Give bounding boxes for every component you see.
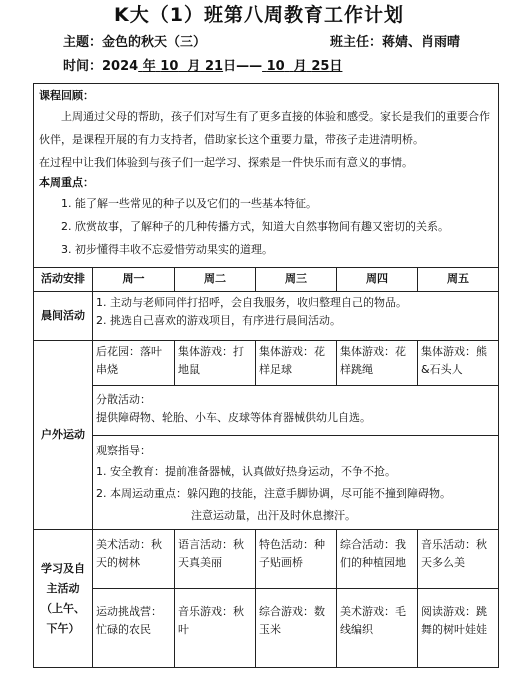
review-heading: 课程回顾： <box>39 89 94 102</box>
focus-heading: 本周重点： <box>39 176 94 189</box>
header-monday: 周一 <box>93 268 175 292</box>
study-label-line-3: （上午、 <box>41 601 85 615</box>
outdoor-observe-row <box>34 436 499 530</box>
outdoor-label: 户外运动 <box>34 341 93 530</box>
teachers-label: 班主任： <box>330 35 383 50</box>
focus-item-2: 2. 欣赏故事，了解种子的几种传播方式，知道大自然事物间有趣又密切的关系。 <box>61 220 449 233</box>
study-label <box>34 530 93 668</box>
header-activity: 活动安排 <box>34 268 93 292</box>
time-end-day-unit: 日 <box>329 59 343 74</box>
teachers-line <box>330 34 460 52</box>
time-end-month: 10 <box>266 59 285 74</box>
time-month-unit: 月 <box>187 59 201 74</box>
time-line <box>63 58 342 76</box>
outdoor-wednesday: 集体游戏：花样足球 <box>256 341 337 386</box>
outdoor-monday: 后花园：落叶串烧 <box>93 341 175 386</box>
schedule-header-row <box>34 268 499 292</box>
study-label-line-1: 学习及自 <box>41 561 85 575</box>
theme-line <box>63 34 206 52</box>
study-label-line-4: 下午） <box>46 621 80 635</box>
study-tuesday-1: 语言活动：秋天真美丽 <box>175 530 256 589</box>
header-thursday: 周四 <box>337 268 418 292</box>
header-friday: 周五 <box>418 268 499 292</box>
time-range-sep: 日—— <box>223 59 263 74</box>
study-thursday-2: 美术游戏：毛线编织 <box>337 589 418 668</box>
time-year: 2024 <box>102 59 139 74</box>
review-paragraph: 上周通过父母的帮助，孩子们对写生有了更多直接的体验和感受。家长是我们的重要合作伙伴，是课程开展的有力支持者，借助家长这个重要力量，带孩子走进清明桥。 <box>39 110 490 146</box>
focus-item-3: 3. 初步懂得丰收不忘爱惜劳动果实的道理。 <box>61 243 273 256</box>
observe-line-3: 注意运动量，出汗及时休息擦汗。 <box>191 509 356 522</box>
intro-row <box>34 84 499 268</box>
scattered-title: 分散活动： <box>96 393 151 406</box>
review-paragraph-2: 在过程中让我们体验到与孩子们一起学习、探索是一件快乐而有意义的事情。 <box>39 156 413 169</box>
observe-title: 观察指导： <box>96 444 151 457</box>
time-end-month-unit: 月 <box>293 59 307 74</box>
study-row-1 <box>34 530 499 589</box>
time-start-day: 21 <box>204 59 224 74</box>
time-label: 时间： <box>63 59 103 74</box>
morning-line-1: 1. 主动与老师同伴打招呼，会自我服务，收归整理自己的物品。 <box>96 296 407 309</box>
morning-content <box>93 292 499 341</box>
observe-line-1: 1. 安全教育：提前准备器械，认真做好热身运动，不争不抢。 <box>96 465 396 478</box>
study-monday-2: 运动挑战营：忙碌的农民 <box>93 589 175 668</box>
intro-cell <box>34 84 499 268</box>
page-title: K大（1）班第八周教育工作计划 <box>114 4 404 26</box>
study-row-2 <box>34 589 499 668</box>
study-monday-1: 美术活动：秋天的树林 <box>93 530 175 589</box>
study-wednesday-1: 特色活动：种子贴画桥 <box>256 530 337 589</box>
morning-row <box>34 292 499 341</box>
time-end-day: 25 <box>311 59 330 74</box>
study-label-line-2: 主活动 <box>46 581 80 595</box>
morning-line-2: 2. 挑选自己喜欢的游戏项目，有序进行晨间活动。 <box>96 314 341 327</box>
study-friday-1: 音乐活动：秋天多么美 <box>418 530 499 589</box>
scattered-text: 提供障碍物、轮胎、小车、皮球等体育器械供幼儿自选。 <box>96 411 371 424</box>
header-tuesday: 周二 <box>175 268 256 292</box>
outdoor-observe <box>93 436 499 530</box>
outdoor-scattered-row <box>34 386 499 436</box>
study-wednesday-2: 综合游戏：数玉米 <box>256 589 337 668</box>
plan-table <box>33 83 499 668</box>
outdoor-tuesday: 集体游戏：打地鼠 <box>175 341 256 386</box>
outdoor-friday: 集体游戏：熊&石头人 <box>418 341 499 386</box>
outdoor-scattered <box>93 386 499 436</box>
observe-line-2: 2. 本周运动重点：躲闪跑的技能，注意手脚协调，尽可能不撞到障碍物。 <box>96 487 451 500</box>
theme-value: 金色的秋天（三） <box>102 35 207 50</box>
theme-label: 主题： <box>63 35 103 50</box>
teachers-value: 蒋婧、肖雨晴 <box>382 35 461 50</box>
study-tuesday-2: 音乐游戏：秋叶 <box>175 589 256 668</box>
study-thursday-1: 综合活动：我们的种植园地 <box>337 530 418 589</box>
time-year-unit: 年 <box>142 59 156 74</box>
outdoor-days-row <box>34 341 499 386</box>
morning-label: 晨间活动 <box>34 292 93 341</box>
header-wednesday: 周三 <box>256 268 337 292</box>
focus-item-1: 1. 能了解一些常见的种子以及它们的一些基本特征。 <box>61 197 317 210</box>
outdoor-thursday: 集体游戏：花样跳绳 <box>337 341 418 386</box>
time-start-month: 10 <box>160 59 179 74</box>
study-friday-2: 阅读游戏：跳舞的树叶娃娃 <box>418 589 499 668</box>
